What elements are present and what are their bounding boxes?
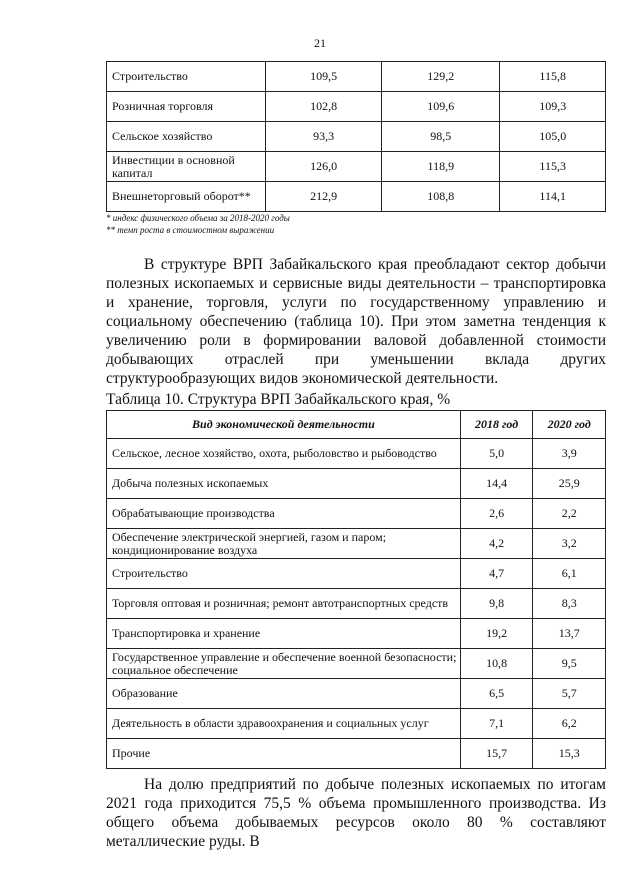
row-label: Розничная торговля	[107, 92, 266, 122]
column-header: Вид экономической деятельности	[107, 411, 461, 439]
column-header: 2020 год	[533, 411, 606, 439]
table-row	[107, 152, 606, 182]
table-cell: 129,2	[382, 62, 500, 92]
table-row	[107, 649, 606, 679]
table-row	[107, 709, 606, 739]
table-cell: 212,9	[265, 182, 381, 212]
table-cell: 19,2	[460, 619, 533, 649]
table-cell: 118,9	[382, 152, 500, 182]
table-cell: 114,1	[500, 182, 606, 212]
table-cell: 109,3	[500, 92, 606, 122]
table-cell: 93,3	[265, 122, 381, 152]
table-cell: 15,3	[533, 739, 606, 769]
table-cell: 108,8	[382, 182, 500, 212]
table-cell: 3,9	[533, 439, 606, 469]
table-cell: 126,0	[265, 152, 381, 182]
row-label: Обеспечение электрической энергией, газом и паром; кондиционирование воздуха	[107, 529, 461, 559]
table-cell: 109,5	[265, 62, 381, 92]
row-label: Строительство	[107, 559, 461, 589]
table-caption: Таблица 10. Структура ВРП Забайкальского края, %	[106, 391, 451, 408]
table-cell: 9,8	[460, 589, 533, 619]
table-cell: 7,1	[460, 709, 533, 739]
top-data-table	[106, 61, 606, 212]
table-row	[107, 559, 606, 589]
table-cell: 2,2	[533, 499, 606, 529]
table-cell: 4,2	[460, 529, 533, 559]
row-label: Сельское, лесное хозяйство, охота, рыболовство и рыбоводство	[107, 439, 461, 469]
table-row	[107, 619, 606, 649]
row-label: Транспортировка и хранение	[107, 619, 461, 649]
row-label: Обрабатывающие производства	[107, 499, 461, 529]
row-label: Добыча полезных ископаемых	[107, 469, 461, 499]
table-cell: 3,2	[533, 529, 606, 559]
table-cell: 98,5	[382, 122, 500, 152]
table-header-row	[107, 411, 606, 439]
row-label: Деятельность в области здравоохранения и социальных услуг	[107, 709, 461, 739]
row-label: Образование	[107, 679, 461, 709]
table-row	[107, 439, 606, 469]
table-footnotes	[106, 212, 290, 236]
table-cell: 5,7	[533, 679, 606, 709]
table-cell: 109,6	[382, 92, 500, 122]
table-row	[107, 469, 606, 499]
table-cell: 6,2	[533, 709, 606, 739]
table-cell: 6,1	[533, 559, 606, 589]
table-cell: 13,7	[533, 619, 606, 649]
row-label: Строительство	[107, 62, 266, 92]
row-label: Внешнеторговый оборот**	[107, 182, 266, 212]
grp-structure-table	[106, 410, 606, 769]
body-paragraph: На долю предприятий по добыче полезных ископаемых по итогам 2021 года приходится 75,5 % объема промышленного производства. Из общего объема добываемых ресурсов около 80 % составляют металлические руды. В	[106, 776, 606, 850]
table-row	[107, 529, 606, 559]
table-row	[107, 499, 606, 529]
row-label: Инвестиции в основной капитал	[107, 152, 266, 182]
row-label: Государственное управление и обеспечение военной безопасности; социальное обеспечение	[107, 649, 461, 679]
table-cell: 2,6	[460, 499, 533, 529]
column-header: 2018 год	[460, 411, 533, 439]
table-cell: 115,8	[500, 62, 606, 92]
row-label: Прочие	[107, 739, 461, 769]
row-label: Сельское хозяйство	[107, 122, 266, 152]
row-label: Торговля оптовая и розничная; ремонт автотранспортных средств	[107, 589, 461, 619]
table-row	[107, 679, 606, 709]
table-cell: 102,8	[265, 92, 381, 122]
table-cell: 14,4	[460, 469, 533, 499]
table-cell: 8,3	[533, 589, 606, 619]
footnote: * индекс физического объема за 2018-2020 годы	[106, 213, 290, 223]
table-cell: 15,7	[460, 739, 533, 769]
body-paragraph: В структуре ВРП Забайкальского края преобладают сектор добычи полезных ископаемых и сервисные виды деятельности – транспортировка и хранение, торговля, услуги по государственному управлению и социальному обеспечению (таблица 10). При этом заметна тенденция к увеличению роли в формировании валовой добавленной стоимости добывающих отраслей при уменьшении вклада других структурообразующих видов экономической деятельности.	[106, 256, 606, 387]
table-row	[107, 62, 606, 92]
table-row	[107, 92, 606, 122]
table-row	[107, 122, 606, 152]
table-cell: 4,7	[460, 559, 533, 589]
table-cell: 25,9	[533, 469, 606, 499]
footnote: ** темп роста в стоимостном выражении	[106, 225, 275, 235]
table-row	[107, 739, 606, 769]
table-row	[107, 182, 606, 212]
table-cell: 115,3	[500, 152, 606, 182]
table-cell: 105,0	[500, 122, 606, 152]
table-row	[107, 589, 606, 619]
table-cell: 6,5	[460, 679, 533, 709]
table-cell: 5,0	[460, 439, 533, 469]
table-cell: 9,5	[533, 649, 606, 679]
table-cell: 10,8	[460, 649, 533, 679]
page-number: 21	[314, 36, 326, 50]
